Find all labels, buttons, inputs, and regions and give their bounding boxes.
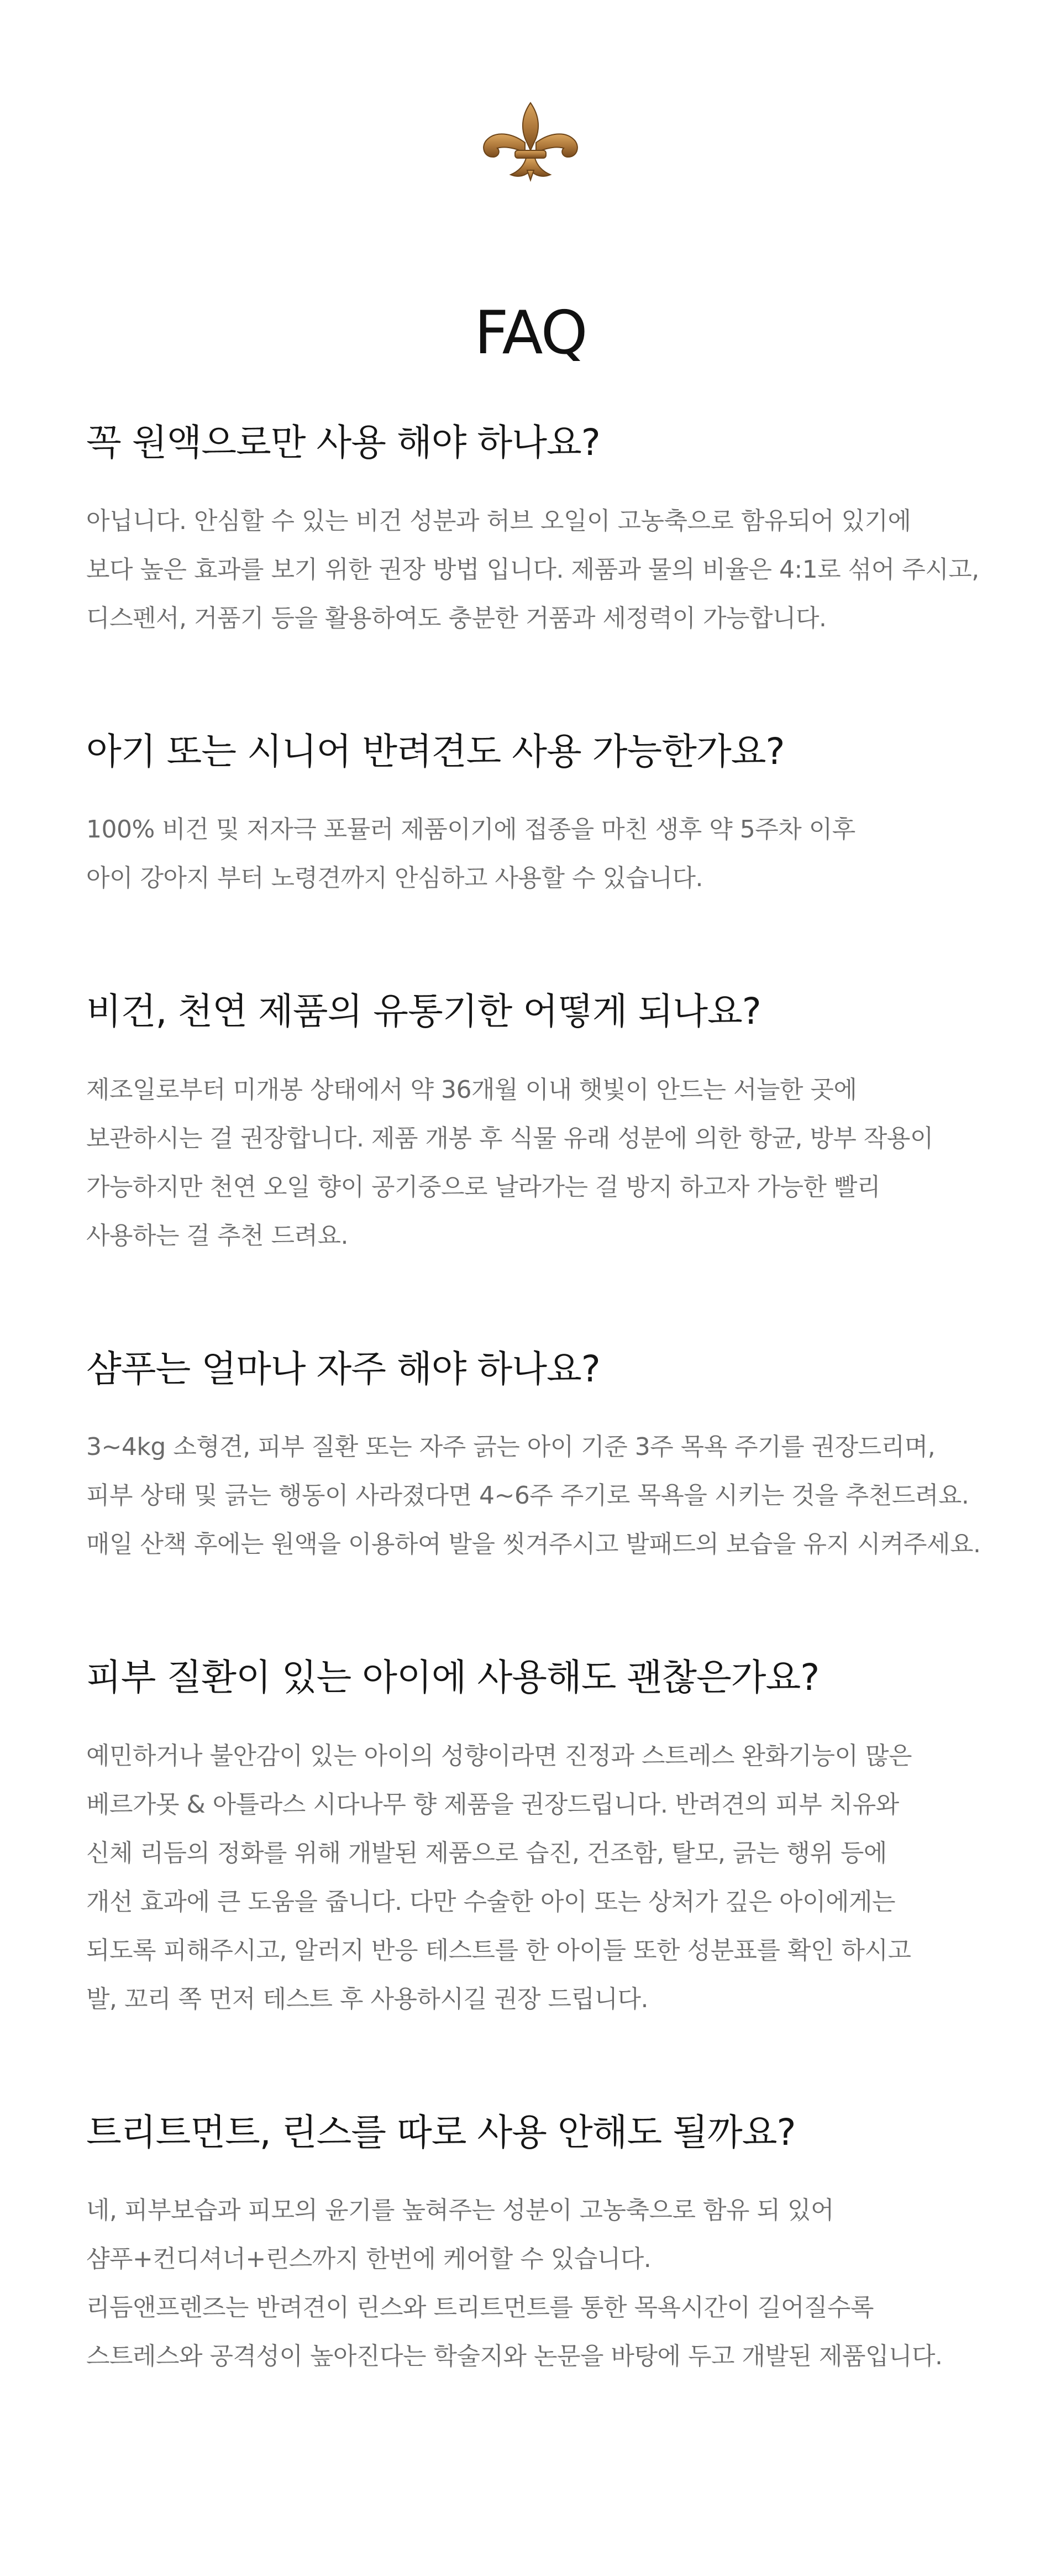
- faq-question: 트리트먼트, 린스를 따로 사용 안해도 될까요?: [86, 2111, 796, 2154]
- faq-answer-line: 100% 비건 및 저자극 포뮬러 제품이기에 접종을 마친 생후 약 5주차 이후: [86, 815, 855, 844]
- faq-answer: [86, 2186, 1004, 2381]
- faq-answer-line: 디스펜서, 거품기 등을 활용하여도 충분한 거품과 세정력이 가능합니다.: [86, 604, 827, 632]
- faq-answer-line: 매일 산책 후에는 원액을 이용하여 발을 씻겨주시고 발패드의 보습을 유지 시켜주세요.: [86, 1530, 981, 1558]
- faq-question: 비건, 천연 제품의 유통기한 어떻게 되나요?: [86, 990, 761, 1033]
- faq-answer-line: 제조일로부터 미개봉 상태에서 약 36개월 이내 햇빛이 안드는 서늘한 곳에: [86, 1075, 857, 1104]
- faq-item: [86, 2110, 1004, 2381]
- faq-answer: [86, 1066, 1004, 1260]
- faq-item: [86, 729, 1004, 903]
- faq-answer-line: 스트레스와 공격성이 높아진다는 학술지와 논문을 바탕에 두고 개발된 제품입니다.: [86, 2342, 943, 2370]
- faq-list: [86, 420, 1004, 2467]
- page-title: FAQ: [474, 299, 587, 368]
- faq-answer-line: 보다 높은 효과를 보기 위한 권장 방법 입니다. 제품과 물의 비율은 4:1로 섞어 주시고,: [86, 555, 979, 584]
- faq-answer-line: 샴푸+컨디셔너+린스까지 한번에 케어할 수 있습니다.: [86, 2245, 652, 2273]
- faq-answer: [86, 1423, 1004, 1569]
- faq-answer-line: 가능하지만 천연 오일 향이 공기중으로 날라가는 걸 방지 하고자 가능한 빨리: [86, 1172, 880, 1201]
- faq-item: [86, 1655, 1004, 2024]
- faq-answer-line: 아닙니다. 안심할 수 있는 비건 성분과 허브 오일이 고농축으로 함유되어 있기에: [86, 506, 911, 535]
- faq-question: 아기 또는 시니어 반려견도 사용 가능한가요?: [86, 730, 785, 773]
- faq-answer-line: 네, 피부보습과 피모의 윤기를 높혀주는 성분이 고농축으로 함유 되 있어: [86, 2196, 834, 2224]
- faq-answer-line: 보관하시는 걸 권장합니다. 제품 개봉 후 식물 유래 성분에 의한 항균, 방부 작용이: [86, 1124, 933, 1153]
- faq-answer-line: 사용하는 걸 추천 드려요.: [86, 1221, 348, 1250]
- faq-answer-line: 베르가못 & 아틀라스 시다나무 향 제품을 권장드립니다. 반려견의 피부 치유와: [86, 1790, 899, 1819]
- faq-item: [86, 989, 1004, 1260]
- faq-answer-line: 개선 효과에 큰 도움을 줍니다. 다만 수술한 아이 또는 상처가 깊은 아이에게는: [86, 1887, 895, 1916]
- faq-answer: [86, 805, 1004, 903]
- faq-question: 꼭 원액으로만 사용 해야 하나요?: [86, 421, 600, 464]
- faq-answer-line: 리듬앤프렌즈는 반려견이 린스와 트리트먼트를 통한 목욕시간이 길어질수록: [86, 2294, 874, 2322]
- faq-answer-line: 되도록 피해주시고, 알러지 반응 테스트를 한 아이들 또한 성분표를 확인 하시고: [86, 1936, 911, 1965]
- faq-answer-line: 발, 꼬리 쪽 먼저 테스트 후 사용하시길 권장 드립니다.: [86, 1985, 648, 2013]
- fleur-de-lis-icon: [479, 100, 582, 182]
- faq-answer-line: 3~4kg 소형견, 피부 질환 또는 자주 긁는 아이 기준 3주 목욕 주기를 권장드리며,: [86, 1433, 936, 1461]
- faq-answer-line: 예민하거나 불안감이 있는 아이의 성향이라면 진정과 스트레스 완화기능이 많은: [86, 1741, 912, 1770]
- faq-answer-line: 피부 상태 및 긁는 행동이 사라졌다면 4~6주 주기로 목욕을 시키는 것을 추천드려요.: [86, 1481, 969, 1510]
- faq-item: [86, 420, 1004, 643]
- faq-question: 피부 질환이 있는 아이에 사용해도 괜찮은가요?: [86, 1656, 820, 1699]
- faq-item: [86, 1347, 1004, 1569]
- faq-question: 샴푸는 얼마나 자주 해야 하나요?: [86, 1347, 600, 1390]
- faq-answer-line: 아이 강아지 부터 노령견까지 안심하고 사용할 수 있습니다.: [86, 864, 703, 892]
- faq-answer: [86, 1732, 1004, 2024]
- faq-answer-line: 신체 리듬의 정화를 위해 개발된 제품으로 습진, 건조함, 탈모, 긁는 행위 등에: [86, 1839, 887, 1867]
- faq-answer: [86, 497, 1004, 643]
